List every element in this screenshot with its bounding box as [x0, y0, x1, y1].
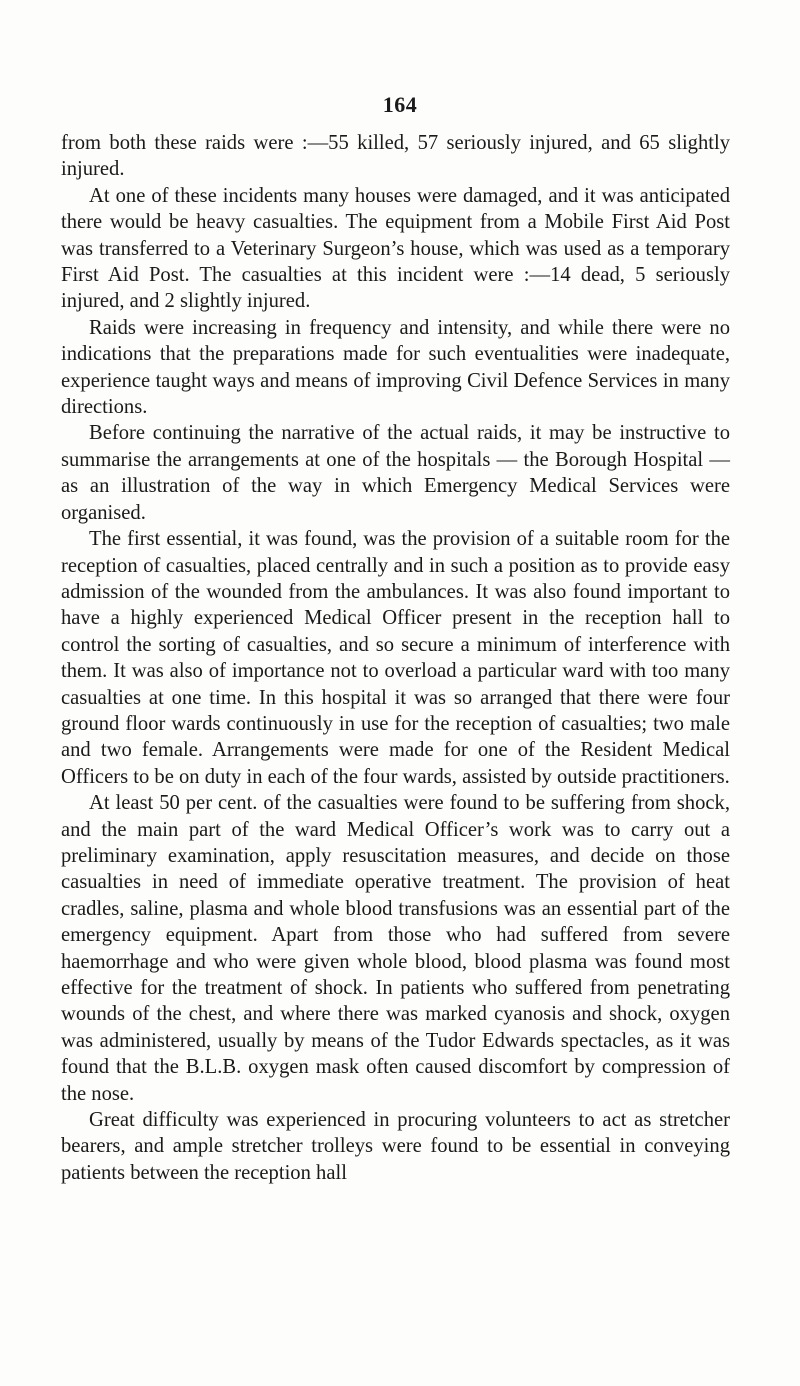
paragraph-casualty-totals: from both these raids were :—55 killed, 57 seriously injured, and 65 slightly injured.: [61, 132, 730, 181]
paragraph-civil-defence-improvements: Raids were increasing in frequency and intensity, and while there were no indications that the preparations made for such eventualities were inadequate, experience taught ways and means of improving Civil Defence Services in many directions.: [61, 316, 730, 419]
page-number: 164: [382, 92, 418, 117]
paragraph-reception-arrangements: The first essential, it was found, was the provision of a suitable room for the reception of casualties, placed centrally and in such a position as to provide easy admission of the wounded from the ambulances. It was also found important to have a highly experienced Medical Officer present in the reception hall to control the sorting of casualties, and so secure a minimum of interference with them. It was also of importance not to overload a particular ward with too many casualties at one time. In this hospital it was so arranged that there were four ground floor wards continuously in use for the reception of casualties; two male and two female. Arrangements were made for one of the Resident Medical Officers to be on duty in each of the four wards, assisted by outside practitioners.: [61, 528, 730, 788]
body-text: [61, 130, 730, 1186]
paragraph-shock-treatment: At least 50 per cent. of the casualties were found to be suffering from shock, and the main part of the ward Medical Officer’s work was to carry out a preliminary examination, apply resuscitation measures, and decide on those casualties in need of immediate operative treatment. The provision of heat cradles, saline, plasma and whole blood transfusions was an essential part of the emergency equipment. Apart from those who had suffered from severe haemorrhage and who were given whole blood, blood plasma was found most effective for the treatment of shock. In patients who suffered from penetrating wounds of the chest, and where there was marked cyanosis and shock, oxygen was administered, usually by means of the Tudor Edwards spectacles, as it was found that the B.L.B. oxygen mask often caused discomfort by compression of the nose.: [61, 792, 730, 1105]
paragraph-veterinary-first-aid-post: At one of these incidents many houses were damaged, and it was anticipated there would be heavy casualties. The equipment from a Mobile First Aid Post was transferred to a Veterinary Surgeon’s house, which was used as a temporary First Aid Post. The casualties at this incident were :—14 dead, 5 seriously injured, and 2 slightly injured.: [61, 184, 730, 313]
paragraph-stretcher-bearers: Great difficulty was experienced in procuring volunteers to act as stretcher bearers, and ample stretcher trolleys were found to be essential in conveying patients between the reception hall: [61, 1109, 730, 1184]
paragraph-borough-hospital-intro: Before continuing the narrative of the actual raids, it may be instructive to summarise the arrangements at one of the hospitals — the Borough Hospital — as an illustration of the way in which Emergency Medical Services were organised.: [61, 422, 730, 524]
